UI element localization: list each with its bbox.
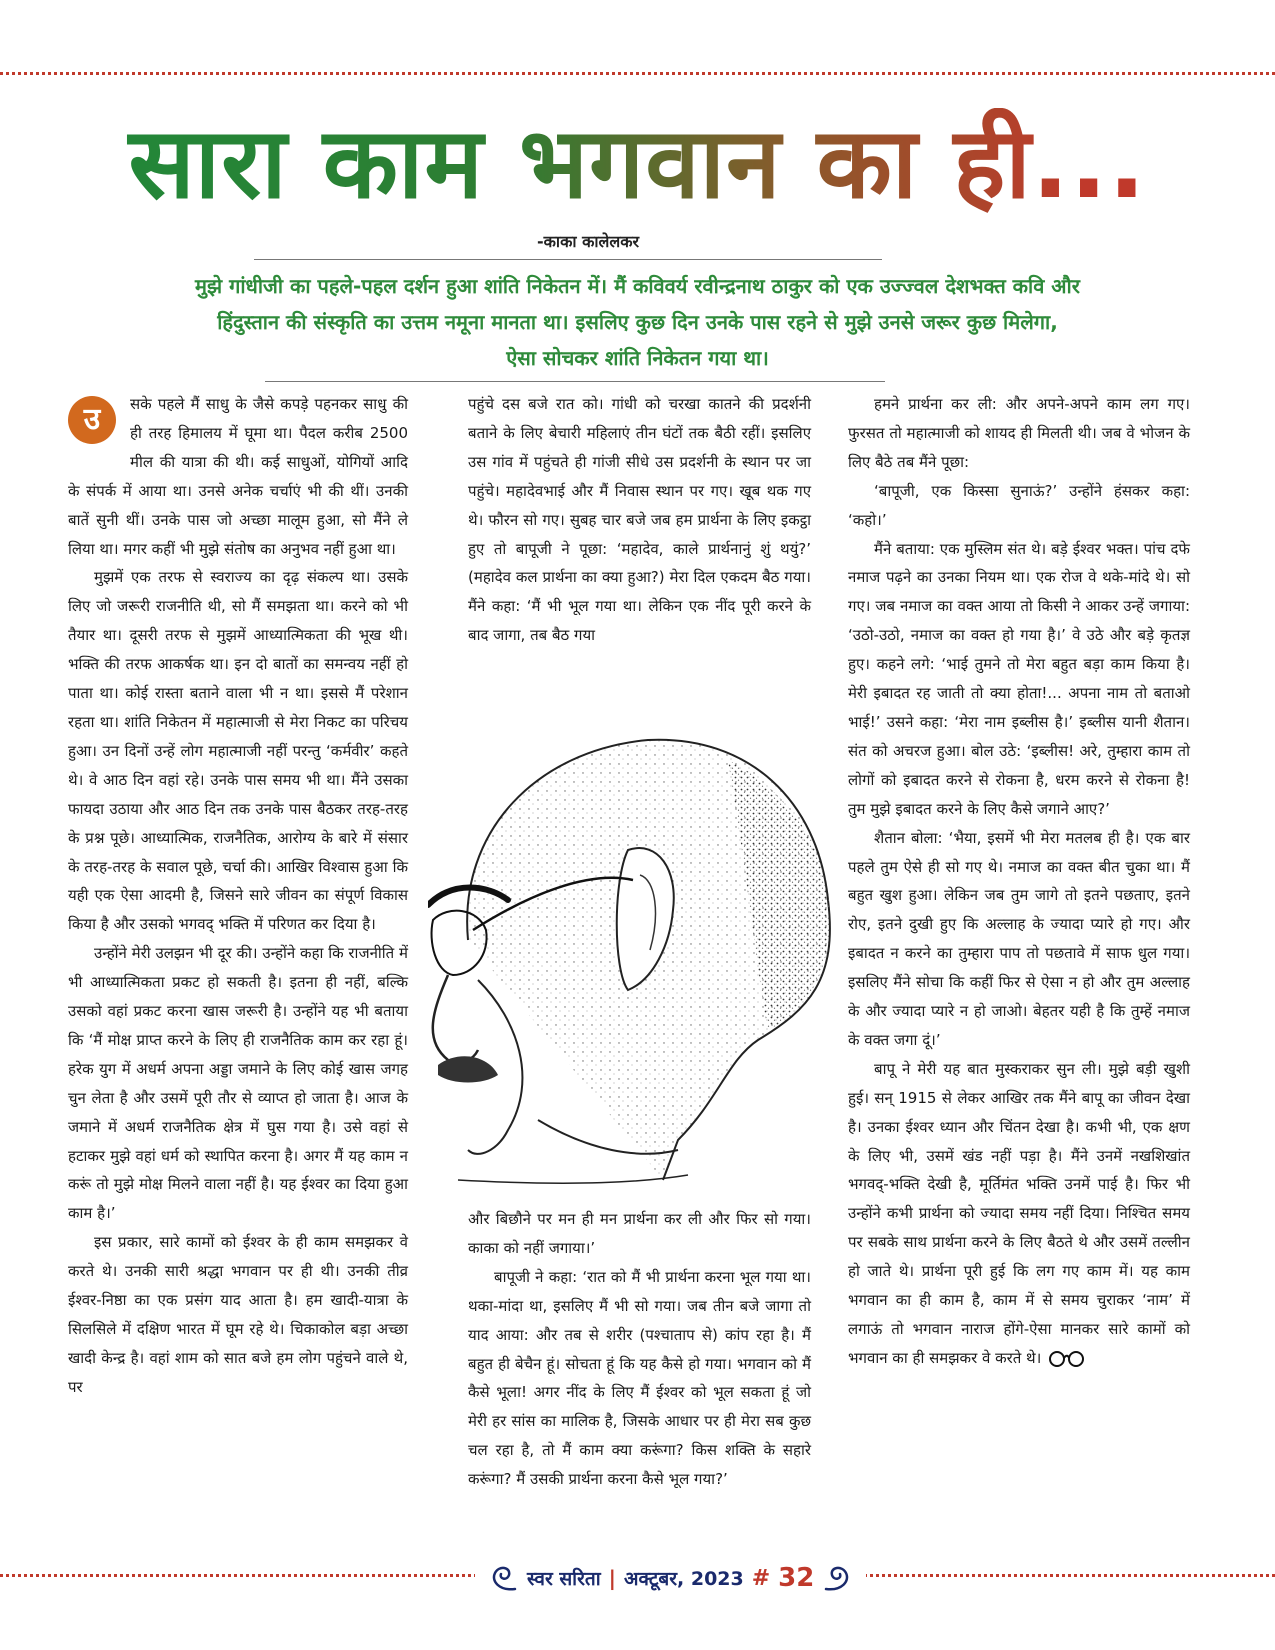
paragraph: और बिछौने पर मन ही मन प्रार्थना कर ली और फिर सो गया। काका को नहीं जगाया।’: [468, 1210, 811, 1257]
divider-top: [254, 259, 882, 260]
glasses-icon: [1047, 1348, 1087, 1368]
paragraph: ‘बापूजी, एक किस्सा सुनाऊं?’ उन्होंने हंसकर कहा: ‘कहो।’: [848, 481, 1190, 529]
intro-paragraph: [95, 268, 1180, 376]
column-1: [68, 390, 408, 1402]
paragraph: पहुंचे दस बजे रात को। गांधी को चरखा कातने की प्रदर्शनी बताने के लिए बेचारी महिलाएं तीन घंटों तक बैठी रहीं। इसलिए उस गांव में पहुंचते ही गांजी सीधे उस प्रदर्शनी के स्थान पर जा पहुंचे। महादेवभाई और मैं निवास स्थान पर गए। खूब थक गए थे। फौरन सो गए। सुबह चार बजे जब हम प्रार्थना के लिए इकट्ठा हुए तो बापूजी ने पूछा: ‘महादेव, काले प्रार्थनानुं शुं थयुं?’ (महादेव कल प्रार्थना का क्या हुआ?) मेरा दिल एकदम बैठ गया। मैंने कहा: ‘मैं भी भूल गया था। लेकिन एक नींद पूरी करने के बाद जागा, तब बैठ गया: [468, 395, 811, 645]
paragraph: इस प्रकार, सारे कामों को ईश्वर के ही काम समझकर वे करते थे। उनकी सारी श्रद्धा भगवान पर ही थी। उनकी तीव्र ईश्वर-निष्ठा का एक प्रसंग याद आता है। हम खादी-यात्रा के सिलसिले में दक्षिण भारत में घूम रहे थे। चिकाकोल बड़ा अच्छा खादी केन्द्र है। वहां शाम को सात बजे हम लोग पहुंचने वाले थे, पर: [68, 1233, 408, 1396]
paragraph: मैंने बताया: एक मुस्लिम संत थे। बड़े ईश्वर भक्त। पांच दफे नमाज पढ़ने का उनका नियम था। एक रोज वे थके-मांदे थे। सो गए। जब नमाज का वक्त आया तो किसी ने आकर उन्हें जगाया: ‘उठो-उठो, नमाज का वक्त हो गया है।’ वे उठे और बड़े कृतज्ञ हुए। कहने लगे: ‘भाई तुमने तो मेरा बहुत बड़ा काम किया है। मेरी इबादत रह जाती तो क्या होता!... अपना नाम तो बताओ भाई!’ उसने कहा: ‘मेरा नाम इब्लीस है।’ इब्लीस यानी शैतान। संत को अचरज हुआ। बोल उठे: ‘इब्लीस! अरे, तुम्हारा काम तो लोगों को इबादत करने से रोकना है, धरम करने से रोकना है! तुम मुझे इबादत करने के लिए कैसे जगाने आए?’: [848, 539, 1190, 818]
intro-line: मुझे गांधीजी का पहले-पहल दर्शन हुआ शांति निकेतन में। मैं कविवर्य रवीन्द्रनाथ ठाकुर को एक उज्ज्वल देशभक्त कवि और: [195, 274, 1080, 298]
paragraph: उ सके पहले मैं साधु के जैसे कपड़े पहनकर साधु की ही तरह हिमालय में घूमा था। पैदल करीब 2500 मील की यात्रा की थी। कई साधुओं, योगियों आदि के संपर्क में आया था। उनसे अनेक चर्चाएं भी की थीं। उनकी बातें सुनी थीं। उनके पास जो अच्छा मालूम हुआ, सो मैंने ले लिया था। मगर कहीं भी मुझे संतोष का अनुभव नहीं हुआ था।: [68, 395, 408, 558]
drop-cap: उ: [68, 396, 116, 444]
page-footer: [475, 1558, 866, 1598]
paragraph: मुझमें एक तरफ से स्वराज्य का दृढ़ संकल्प था। उसके लिए जो जरूरी राजनीति थी, सो मैं समझता था। करने को भी तैयार था। दूसरी तरफ से मुझमें आध्यात्मिकता की भूख थी। भक्ति की तरफ आकर्षक था। इन दो बातों का समन्वय नहीं हो पाता था। कोई रास्ता बताने वाला भी न था। इससे मैं परेशान रहता था। शांति निकेतन में महात्माजी से मेरा निकट का परिचय हुआ। उन दिनों उन्हें लोग महात्माजी नहीं परन्तु ‘कर्मवीर’ कहते थे। वे आठ दिन वहां रहे। उनके पास समय भी था। मैंने उसका फायदा उठाया और आठ दिन तक उनके पास बैठकर तरह-तरह के प्रश्न पूछे। आध्यात्मिक, राजनैतिक, आरोग्य के बारे में संसार के तरह-तरह के सवाल पूछे, चर्चा की। आखिर विश्वास हुआ कि यही एक ऐसा आदमी है, जिसने सारे जीवन का संपूर्ण विकास किया है और उसको भगवद् भक्ति में परिणत कर दिया है।: [68, 568, 408, 934]
top-dotted-border: [0, 72, 1275, 75]
author-byline: -काका कालेलकर: [537, 232, 640, 251]
page-hash: #: [751, 1565, 771, 1591]
column-2-top: [468, 390, 811, 650]
paragraph: बापू ने मेरी यह बात मुस्कराकर सुन ली। मुझे बड़ी खुशी हुई। सन् 1915 से लेकर आखिर तक मैंने बापू का जीवन देखा है। उनका ईश्वर ध्यान और चिंतन देखा है। कभी भी, एक क्षण के लिए भी, उसमें खंड नहीं पड़ा है। मैंने उनमें नखशिखांत भगवद्-भक्ति देखी है, मूर्तिमंत भक्ति उनमें पाई है। फिर भी उन्होंने कभी प्रार्थना को ज्यादा समय नहीं दिया। निश्चित समय पर सबके साथ प्रार्थना करने के लिए बैठते थे और उसमें तल्लीन हो जाते थे। प्रार्थना पूरी हुई कि लग गए काम में। यह काम भगवान का ही काम है, काम में से समय चुराकर ‘नाम’ में लगाऊं तो भगवान नाराज होंगे-ऐसा मानकर सारे कामों को भगवान का ही समझकर वे करते थे।: [848, 1059, 1190, 1367]
intro-line: ऐसा सोचकर शांति निकेतन गया था।: [506, 346, 769, 370]
footer-separator: |: [608, 1566, 616, 1590]
page-number: 32: [778, 1563, 815, 1593]
paragraph: शैतान बोला: ‘भैया, इसमें भी मेरा मतलब ही है। एक बार पहले तुम ऐसे ही सो गए थे। नमाज का वक्त बीत चुका था। मैं बहुत खुश हुआ। लेकिन जब तुम जागे तो इतने पछताए, इतने रोए, इतने दुखी हुए कि अल्लाह के ज्यादा प्यारे हो गए। और इबादत न करने का तुम्हारा पाप तो पछतावे में साफ धुल गया। इसलिए मैंने सोचा कि कहीं फिर से ऐसा न हो और तुम अल्लाह के और ज्यादा प्यारे न हो जाओ। बेहतर यही है कि तुम्हें नमाज के वक्त जगा दूं।’: [848, 828, 1190, 1049]
swirl-ornament-icon: [485, 1561, 519, 1595]
column-3: [848, 390, 1190, 1373]
paragraph: बापूजी ने कहा: ‘रात को मैं भी प्रार्थना करना भूल गया था। थका-मांदा था, इसलिए मैं भी सो गया। जब तीन बजे जागा तो याद आया: और तब से शरीर (पश्चाताप से) कांप रहा है। मैं बहुत ही बेचैन हूं। सोचता हूं कि यह कैसे हो गया। भगवान को मैं कैसे भूला! अगर नींद के लिए मैं ईश्वर को भूल सकता हूं जो मेरी हर सांस का मालिक है, जिसके आधार पर ही मेरा सब कुछ चल रहा है, तो मैं काम क्या करूंगा? किस शक्ति के सहारे करूंगा? मैं उसकी प्रार्थना करना कैसे भूल गया?’: [468, 1267, 811, 1489]
paragraph: उन्होंने मेरी उलझन भी दूर की। उन्होंने कहा कि राजनीति में भी आध्यात्मिकता प्रकट हो सकती है। इतना ही नहीं, बल्कि उसको वहां प्रकट करना खास जरूरी है। उन्होंने यह भी बताया कि ‘मैं मोक्ष प्राप्त करने के लिए ही राजनैतिक काम कर रहा हूं। हरेक युग में अधर्म अपना अड्डा जमाने के लिए कोई खास जगह चुन लेता है और उसमें पूरी तौर से व्याप्त हो जाता है। आज के जमाने में अधर्म राजनैतिक क्षेत्र में घुस गया है। उसे वहां से हटाकर मुझे वहां धर्म को स्थापित करना है। अगर मैं यह काम न करूं तो मुझे मोक्ष मिलने वाला नहीं है। यह ईश्वर का दिया हुआ काम है।’: [68, 944, 408, 1223]
gandhi-portrait-sketch: [428, 680, 858, 1200]
issue-date: अक्टूबर, 2023: [623, 1568, 744, 1590]
divider-bottom: [265, 381, 885, 382]
intro-line: हिंदुस्तान की संस्कृति का उत्तम नमूना मानता था। इसलिए कुछ दिन उनके पास रहने से मुझे उनसे जरूर कुछ मिलेगा,: [217, 310, 1058, 334]
article-title: सारा काम भगवान का ही...: [0, 108, 1275, 221]
paragraph: हमने प्रार्थना कर ली: और अपने-अपने काम लग गए। फुरसत तो महात्माजी को शायद ही मिलती थी। जब वे भोजन के लिए बैठे तब मैंने पूछा:: [848, 395, 1190, 471]
swirl-ornament-icon: [822, 1561, 856, 1595]
column-2-bottom: [468, 1205, 811, 1494]
magazine-name: स्वर सरिता: [527, 1568, 601, 1590]
